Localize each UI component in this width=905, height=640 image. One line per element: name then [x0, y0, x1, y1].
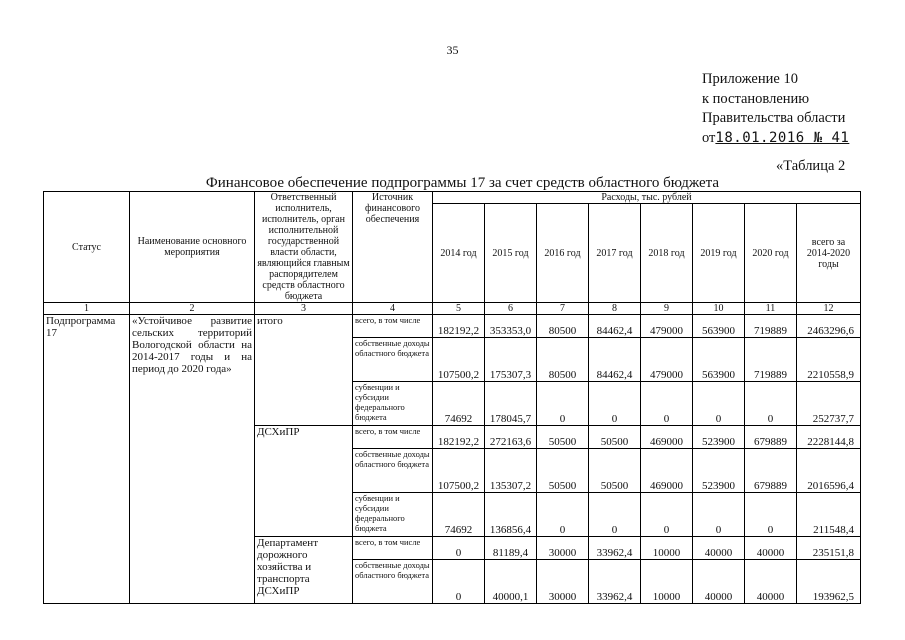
total-cell: 211548,4 — [797, 493, 861, 537]
value-cell: 74692 — [433, 382, 485, 426]
value-cell: 719889 — [745, 338, 797, 382]
column-number: 5 — [433, 303, 485, 315]
value-cell: 0 — [693, 382, 745, 426]
value-cell: 178045,7 — [485, 382, 537, 426]
value-cell: 30000 — [537, 537, 589, 560]
header-expenses: Расходы, тыс. рублей — [433, 192, 861, 204]
total-cell: 252737,7 — [797, 382, 861, 426]
value-cell: 40000 — [745, 560, 797, 604]
executor-cell: Департамент дорожного хозяйства и транспорта ДСХиПР — [255, 537, 353, 604]
value-cell: 0 — [433, 537, 485, 560]
value-cell: 0 — [693, 493, 745, 537]
appendix-line: Приложение 10 — [702, 71, 798, 87]
source-cell: всего, в том числе — [353, 426, 433, 449]
column-number: 4 — [353, 303, 433, 315]
value-cell: 0 — [589, 382, 641, 426]
column-number: 11 — [745, 303, 797, 315]
value-cell: 679889 — [745, 426, 797, 449]
total-cell: 193962,5 — [797, 560, 861, 604]
source-cell: собственные доходы областного бюджета — [353, 338, 433, 382]
column-number: 7 — [537, 303, 589, 315]
value-cell: 182192,2 — [433, 426, 485, 449]
value-cell: 0 — [589, 493, 641, 537]
value-cell: 84462,4 — [589, 315, 641, 338]
value-cell: 30000 — [537, 560, 589, 604]
financing-table — [43, 191, 861, 604]
value-cell: 719889 — [745, 315, 797, 338]
value-cell: 563900 — [693, 338, 745, 382]
total-cell: 2016596,4 — [797, 449, 861, 493]
header-year: 2018 год — [641, 204, 693, 303]
value-cell: 136856,4 — [485, 493, 537, 537]
value-cell: 81189,4 — [485, 537, 537, 560]
column-number: 12 — [797, 303, 861, 315]
column-number: 9 — [641, 303, 693, 315]
column-number: 10 — [693, 303, 745, 315]
executor-cell: итого — [255, 315, 353, 426]
value-cell: 33962,4 — [589, 560, 641, 604]
value-cell: 50500 — [537, 449, 589, 493]
source-cell: собственные доходы областного бюджета — [353, 449, 433, 493]
measure-cell: «Устойчивое развитие сельских территорий Вологодской области на 2014-2017 годы и на период до 2020 года» — [130, 315, 255, 604]
value-cell: 0 — [641, 382, 693, 426]
column-number: 2 — [130, 303, 255, 315]
value-cell: 84462,4 — [589, 338, 641, 382]
value-cell: 479000 — [641, 315, 693, 338]
appendix-date-line — [702, 129, 849, 149]
header-year: 2020 год — [745, 204, 797, 303]
source-cell: всего, в том числе — [353, 315, 433, 338]
header-executor: Ответственный исполнитель, исполнитель, орган исполнительной государственной власти области, являющийся главным распорядителем средств областного бюджета — [255, 192, 353, 303]
header-status: Статус — [44, 192, 130, 303]
value-cell: 0 — [537, 382, 589, 426]
handwritten-date-number: 18.01.2016 № 41 — [715, 129, 850, 146]
source-cell: собственные доходы областного бюджета — [353, 560, 433, 604]
appendix-block — [702, 70, 849, 148]
header-year: 2019 год — [693, 204, 745, 303]
table-row — [44, 315, 861, 338]
document-title: Финансовое обеспечение подпрограммы 17 за счет средств областного бюджета — [205, 175, 720, 191]
source-cell: всего, в том числе — [353, 537, 433, 560]
value-cell: 679889 — [745, 449, 797, 493]
column-number: 3 — [255, 303, 353, 315]
table-reference: «Таблица 2 — [776, 158, 846, 174]
value-cell: 0 — [745, 382, 797, 426]
value-cell: 80500 — [537, 338, 589, 382]
value-cell: 40000 — [693, 560, 745, 604]
column-number: 6 — [485, 303, 537, 315]
value-cell: 0 — [745, 493, 797, 537]
value-cell: 0 — [641, 493, 693, 537]
value-cell: 469000 — [641, 449, 693, 493]
value-cell: 135307,2 — [485, 449, 537, 493]
value-cell: 40000 — [693, 537, 745, 560]
header-year: 2017 год — [589, 204, 641, 303]
value-cell: 272163,6 — [485, 426, 537, 449]
status-cell: Подпрограмма 17 — [44, 315, 130, 604]
value-cell: 50500 — [589, 449, 641, 493]
header-year: 2014 год — [433, 204, 485, 303]
value-cell: 523900 — [693, 426, 745, 449]
value-cell: 80500 — [537, 315, 589, 338]
source-cell: субвенции и субсидии федерального бюджета — [353, 493, 433, 537]
value-cell: 40000 — [745, 537, 797, 560]
value-cell: 50500 — [589, 426, 641, 449]
value-cell: 107500,2 — [433, 338, 485, 382]
column-number-row — [44, 303, 861, 315]
value-cell: 353353,0 — [485, 315, 537, 338]
value-cell: 0 — [433, 560, 485, 604]
appendix-line: к постановлению — [702, 90, 810, 107]
value-cell: 563900 — [693, 315, 745, 338]
appendix-line: Правительства области — [702, 110, 846, 126]
total-cell: 2463296,6 — [797, 315, 861, 338]
header-year: 2015 год — [485, 204, 537, 303]
header-measure: Наименование основного мероприятия — [130, 192, 255, 303]
date-prefix: от — [702, 129, 716, 146]
total-cell: 2210558,9 — [797, 338, 861, 382]
header-source: Источник финансового обеспечения — [353, 192, 433, 303]
header-year: 2016 год — [537, 204, 589, 303]
page-number: 35 — [446, 43, 459, 57]
value-cell: 40000,1 — [485, 560, 537, 604]
value-cell: 74692 — [433, 493, 485, 537]
value-cell: 523900 — [693, 449, 745, 493]
value-cell: 10000 — [641, 560, 693, 604]
value-cell: 479000 — [641, 338, 693, 382]
value-cell: 10000 — [641, 537, 693, 560]
value-cell: 107500,2 — [433, 449, 485, 493]
source-cell: субвенции и субсидии федерального бюджета — [353, 382, 433, 426]
header-total: всего за 2014-2020 годы — [797, 204, 861, 303]
value-cell: 469000 — [641, 426, 693, 449]
column-number: 1 — [44, 303, 130, 315]
value-cell: 33962,4 — [589, 537, 641, 560]
value-cell: 0 — [537, 493, 589, 537]
value-cell: 50500 — [537, 426, 589, 449]
total-cell: 235151,8 — [797, 537, 861, 560]
column-number: 8 — [589, 303, 641, 315]
value-cell: 182192,2 — [433, 315, 485, 338]
value-cell: 175307,3 — [485, 338, 537, 382]
total-cell: 2228144,8 — [797, 426, 861, 449]
executor-cell: ДСХиПР — [255, 426, 353, 537]
